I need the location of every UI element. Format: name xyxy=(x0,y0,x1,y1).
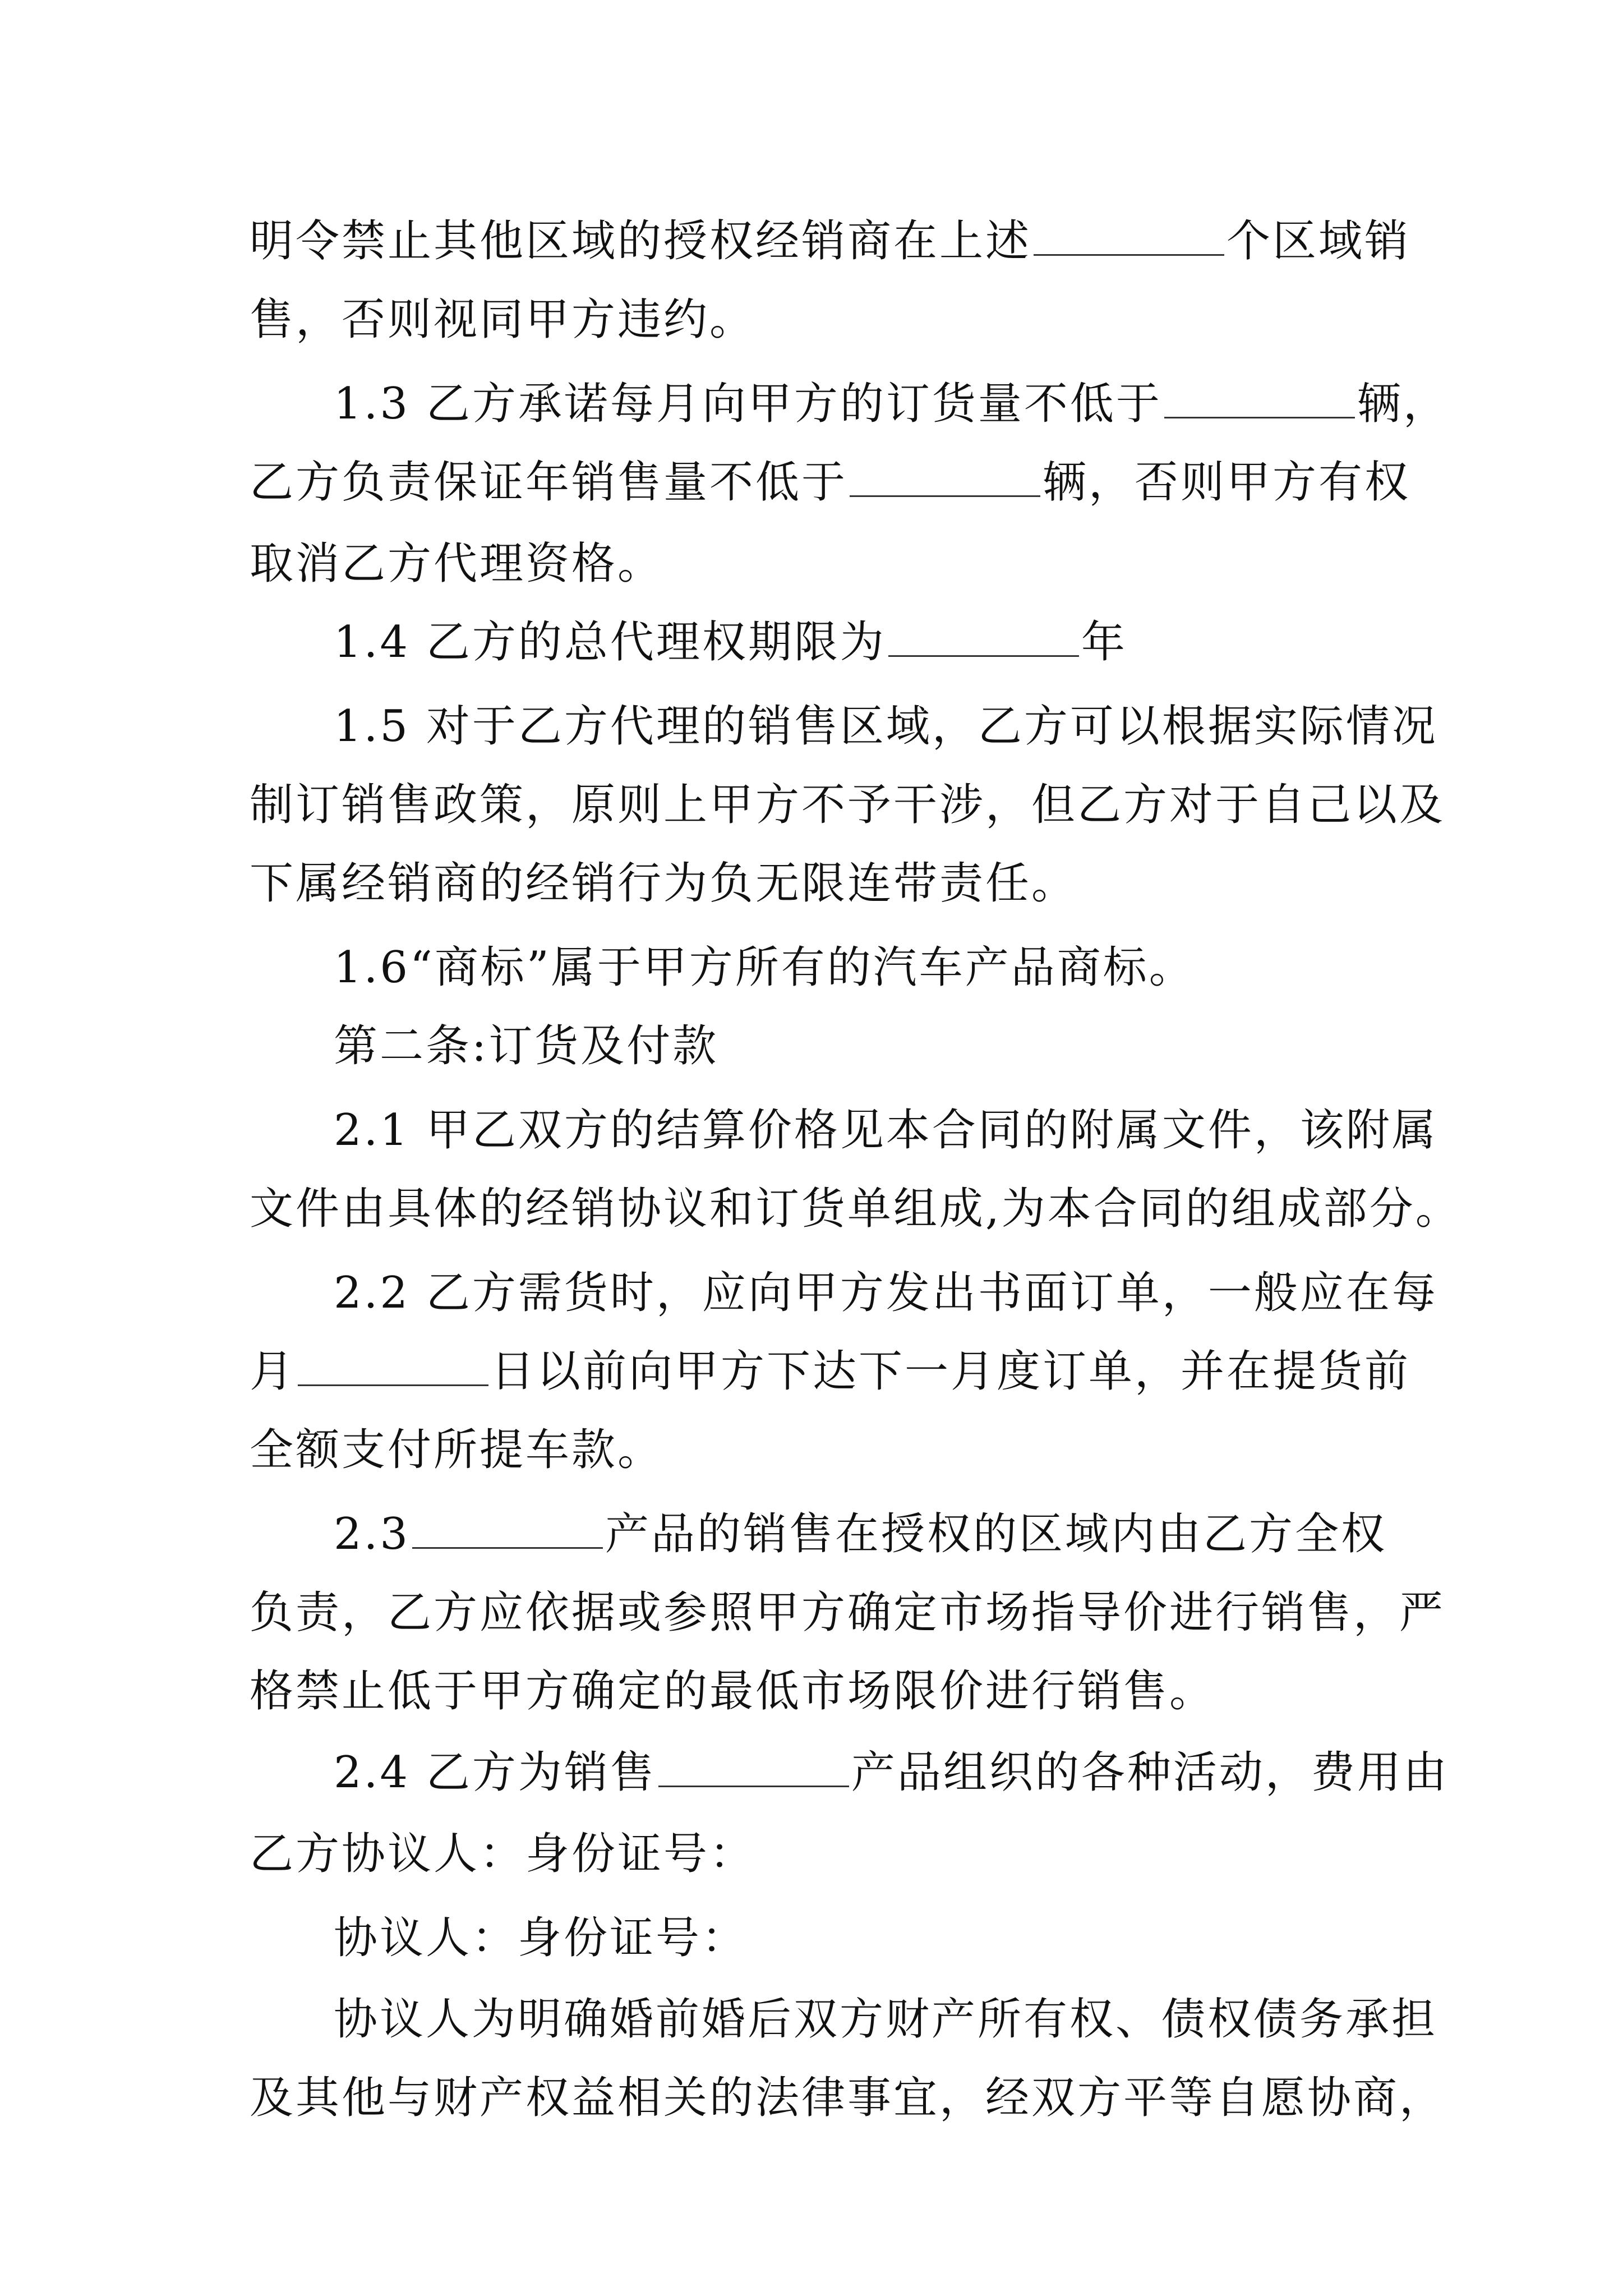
text-line xyxy=(334,1495,1623,1573)
line-text-before: 协议人：身份证号： xyxy=(334,1913,748,1963)
text-line xyxy=(250,1411,1623,1489)
text-line xyxy=(250,1170,1623,1248)
text-line xyxy=(250,524,1623,603)
line-text-before: 明令禁止其他区域的授权经销商在上述 xyxy=(250,216,1032,266)
text-line xyxy=(250,1573,1623,1652)
line-text-before: 售，否则视同甲方违约。 xyxy=(250,295,756,345)
line-text-before: 协议人为明确婚前婚后双方财产所有权、债权债务承担 xyxy=(334,1994,1438,2045)
line-text-before: 2.4 乙方为销售 xyxy=(334,1747,656,1798)
line-text-before: 1.5 对于乙方代理的销售区域，乙方可以根据实际情况 xyxy=(334,701,1438,752)
text-line xyxy=(334,1091,1623,1170)
text-line xyxy=(250,1815,1623,1893)
text-line xyxy=(334,687,1623,766)
line-text-before: 1.3 乙方承诺每月向甲方的订货量不低于 xyxy=(334,379,1162,429)
text-line xyxy=(334,928,1623,1007)
text-line xyxy=(334,1899,1623,1977)
fill-in-blank xyxy=(888,616,1079,657)
line-text-before: 月 xyxy=(250,1346,296,1397)
line-text-after: 辆， xyxy=(1357,379,1449,429)
text-line xyxy=(334,365,1623,443)
line-text-before: 1.4 乙方的总代理权期限为 xyxy=(334,617,886,668)
fill-in-blank xyxy=(412,1508,603,1549)
text-line xyxy=(250,1332,1623,1411)
line-text-after: 辆，否则甲方有权 xyxy=(1043,457,1411,508)
line-text-before: 乙方负责保证年销售量不低于 xyxy=(250,457,848,508)
text-line xyxy=(250,443,1623,522)
fill-in-blank xyxy=(1034,215,1224,256)
line-text-before: 1.6“商标”属于甲方所有的汽车产品商标。 xyxy=(334,942,1195,993)
text-line xyxy=(334,1733,1623,1812)
fill-in-blank xyxy=(298,1345,488,1386)
line-text-before: 取消乙方代理资格。 xyxy=(250,539,664,589)
text-line xyxy=(334,603,1623,682)
text-line xyxy=(250,2059,1623,2137)
text-line xyxy=(250,280,1623,359)
line-text-after: 产品的销售在授权的区域内由乙方全权 xyxy=(605,1509,1387,1559)
line-text-before: 2.2 乙方需货时，应向甲方发出书面订单，一般应在每 xyxy=(334,1268,1438,1318)
line-text-before: 下属经销商的经销行为负无限连带责任。 xyxy=(250,858,1078,909)
line-text-after: 年 xyxy=(1081,617,1127,668)
line-text-before: 2.3 xyxy=(334,1509,411,1559)
text-line xyxy=(250,202,1623,280)
text-line xyxy=(250,766,1623,844)
fill-in-blank xyxy=(850,456,1040,497)
fill-in-blank xyxy=(658,1746,849,1787)
text-line xyxy=(250,844,1623,923)
line-text-before: 及其他与财产权益相关的法律事宜，经双方平等自愿协商， xyxy=(250,2073,1446,2123)
line-text-after: 个区域销 xyxy=(1227,216,1411,266)
line-text-before: 全额支付所提车款。 xyxy=(250,1425,664,1475)
line-text-before: 乙方协议人：身份证号： xyxy=(250,1829,756,1879)
text-line xyxy=(334,1254,1623,1332)
text-line xyxy=(334,1007,1623,1085)
text-line xyxy=(334,1980,1623,2059)
line-text-before: 格禁止低于甲方确定的最低市场限价进行销售。 xyxy=(250,1666,1216,1717)
line-text-before: 第二条:订货及付款 xyxy=(334,1021,719,1071)
line-text-before: 负责，乙方应依据或参照甲方确定市场指导价进行销售，严 xyxy=(250,1588,1446,1638)
line-text-before: 2.1 甲乙双方的结算价格见本合同的附属文件，该附属 xyxy=(334,1105,1438,1156)
line-text-after: 产品组织的各种活动，费用由 xyxy=(851,1747,1449,1798)
fill-in-blank xyxy=(1164,378,1355,418)
line-text-before: 文件由具体的经销协议和订货单组成,为本合同的组成部分。 xyxy=(250,1184,1461,1234)
line-text-before: 制订销售政策，原则上甲方不予干涉，但乙方对于自己以及 xyxy=(250,780,1446,830)
line-text-after: 日以前向甲方下达下一月度订单，并在提货前 xyxy=(491,1346,1411,1397)
text-line xyxy=(250,1652,1623,1731)
